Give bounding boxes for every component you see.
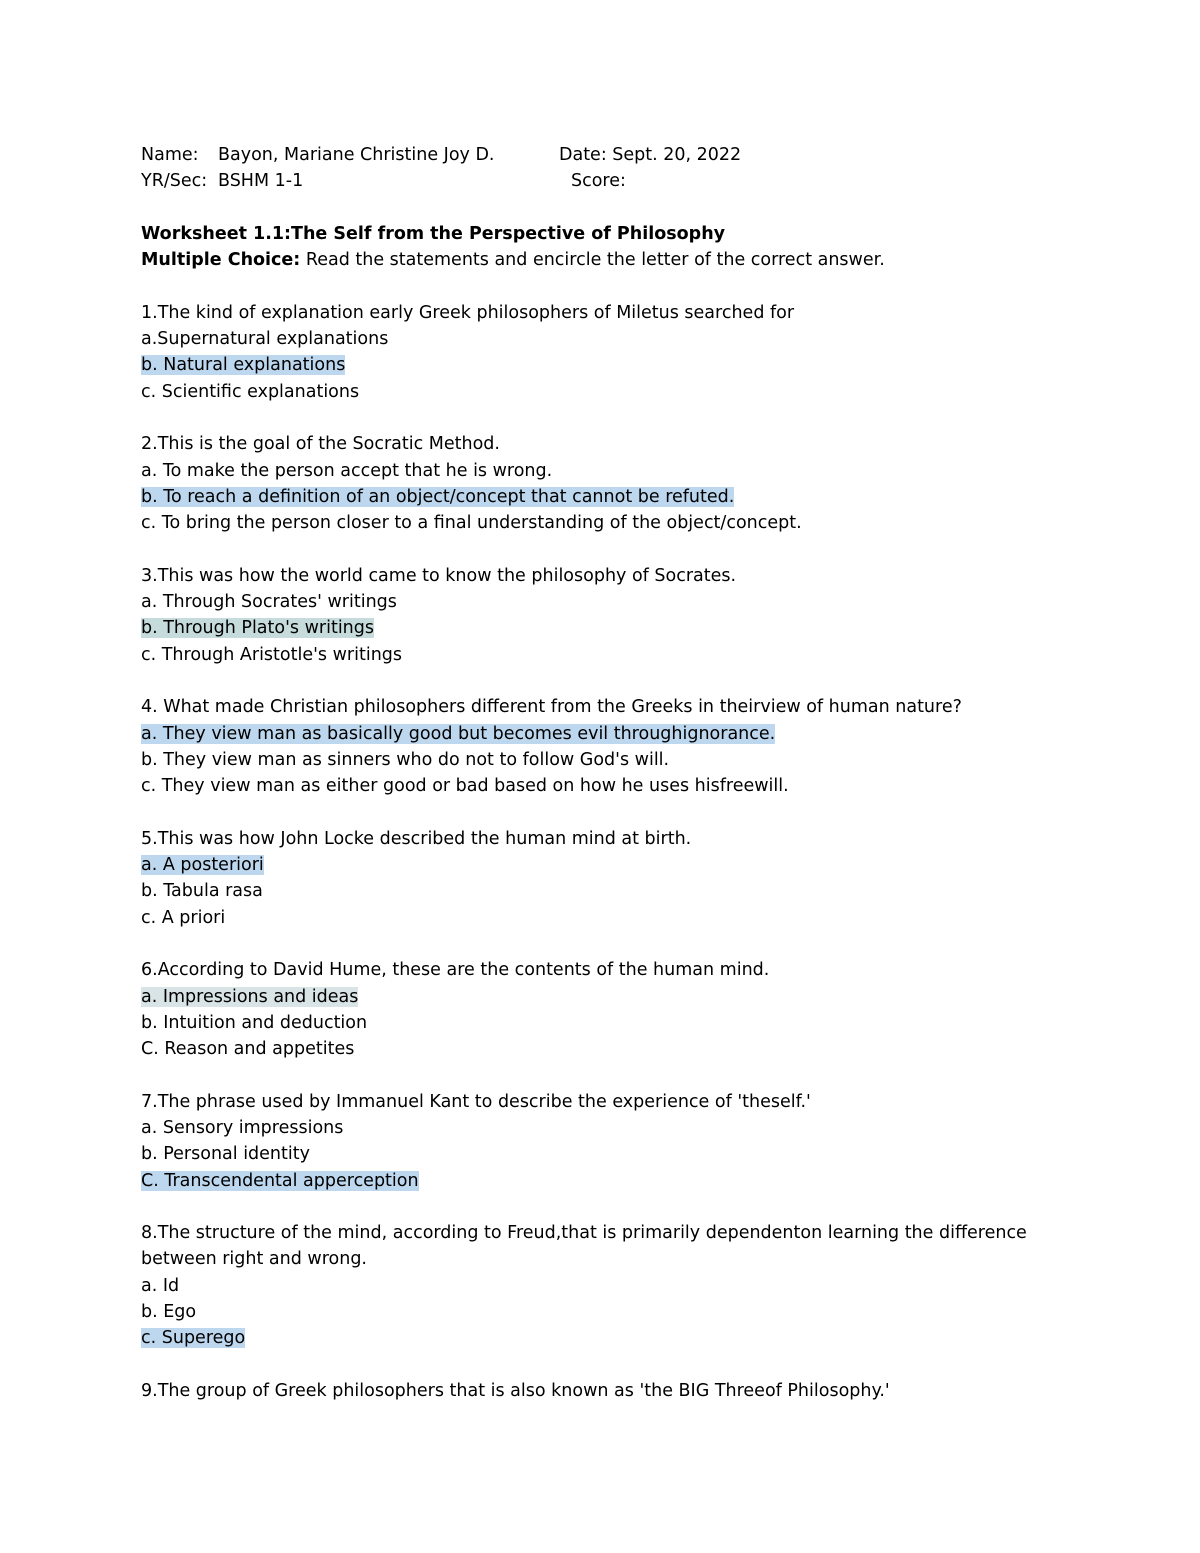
- q8-choice-a[interactable]: a. Id: [141, 1275, 180, 1296]
- answer-highlight: a. A posteriori: [141, 855, 264, 876]
- q6-choice-c[interactable]: C. Reason and appetites: [141, 1039, 355, 1060]
- question-8-line-2: between right and wrong.: [141, 1249, 367, 1270]
- q5-choice-a[interactable]: [141, 852, 1101, 878]
- question-6: 6.According to David Hume, these are the contents of the human mind.: [141, 960, 770, 981]
- q3-choice-c[interactable]: c. Through Aristotle's writings: [141, 644, 403, 665]
- worksheet-content: [141, 142, 1101, 1404]
- name-value: Bayon, Mariane Christine Joy D.: [218, 145, 495, 165]
- q7-choice-b[interactable]: b. Personal identity: [141, 1144, 310, 1165]
- yrsec-value: BSHM 1-1: [218, 171, 304, 192]
- worksheet-title: Worksheet 1.1:The Self from the Perspective of Philosophy: [141, 223, 726, 244]
- q8-choice-b[interactable]: b. Ego: [141, 1302, 197, 1323]
- instruction: [141, 247, 1101, 273]
- date-text: Date: Sept. 20, 2022: [559, 145, 742, 165]
- instruction-text: Read the statements and encircle the letter of the correct answer.: [300, 250, 885, 271]
- question-5: 5.This was how John Locke described the human mind at birth.: [141, 828, 692, 849]
- yrsec-label: YR/Sec:: [141, 171, 208, 192]
- q1-choice-b[interactable]: [141, 352, 1101, 378]
- q6-choice-a[interactable]: [141, 984, 1101, 1010]
- name-label: Name:: [141, 145, 199, 165]
- q4-choice-b[interactable]: b. They view man as sinners who do not to follow God's will.: [141, 749, 670, 770]
- question-2: 2.This is the goal of the Socratic Method.: [141, 434, 500, 455]
- answer-highlight: C. Transcendental apperception: [141, 1170, 419, 1191]
- q1-choice-c[interactable]: c. Scientific explanations: [141, 381, 360, 402]
- header-row-name: [141, 142, 1101, 168]
- q4-choice-c[interactable]: c. They view man as either good or bad based on how he uses hisfreewill.: [141, 776, 789, 797]
- question-3: 3.This was how the world came to know the philosophy of Socrates.: [141, 565, 737, 586]
- q3-choice-a[interactable]: a. Through Socrates' writings: [141, 592, 397, 613]
- q5-choice-b[interactable]: b. Tabula rasa: [141, 881, 263, 902]
- question-4: 4. What made Christian philosophers different from the Greeks in theirview of human nature?: [141, 697, 962, 718]
- header-row-yrsec: [141, 168, 1101, 194]
- q1-choice-a[interactable]: a.Supernatural explanations: [141, 329, 389, 350]
- q8-choice-c[interactable]: [141, 1325, 1101, 1351]
- q7-choice-a[interactable]: a. Sensory impressions: [141, 1117, 344, 1138]
- answer-highlight: b. Through Plato's writings: [141, 618, 374, 639]
- instruction-label: Multiple Choice:: [141, 250, 301, 271]
- q7-choice-c[interactable]: [141, 1168, 1101, 1194]
- q3-choice-b[interactable]: [141, 615, 1101, 641]
- answer-highlight: b. Natural explanations: [141, 355, 346, 376]
- answer-highlight: c. Superego: [141, 1328, 246, 1349]
- q2-choice-b[interactable]: [141, 484, 1101, 510]
- q4-choice-a[interactable]: [141, 721, 1101, 747]
- answer-highlight: b. To reach a definition of an object/concept that cannot be refuted.: [141, 486, 735, 507]
- answer-highlight: a. Impressions and ideas: [141, 986, 359, 1007]
- q6-choice-b[interactable]: b. Intuition and deduction: [141, 1012, 368, 1033]
- q2-choice-a[interactable]: a. To make the person accept that he is wrong.: [141, 460, 553, 481]
- q2-choice-c[interactable]: c. To bring the person closer to a final understanding of the object/concept.: [141, 513, 802, 534]
- question-1: 1.The kind of explanation early Greek philosophers of Miletus searched for: [141, 302, 795, 323]
- question-9: 9.The group of Greek philosophers that is also known as 'the BIG Threeof Philosophy.': [141, 1380, 890, 1401]
- answer-highlight: a. They view man as basically good but becomes evil throughignorance.: [141, 723, 776, 744]
- question-7: 7.The phrase used by Immanuel Kant to describe the experience of 'theself.': [141, 1091, 811, 1112]
- score-text: Score:: [571, 171, 626, 192]
- question-8-line-1: 8.The structure of the mind, according to Freud,that is primarily dependenton learning the difference: [141, 1223, 1027, 1244]
- q5-choice-c[interactable]: c. A priori: [141, 907, 226, 928]
